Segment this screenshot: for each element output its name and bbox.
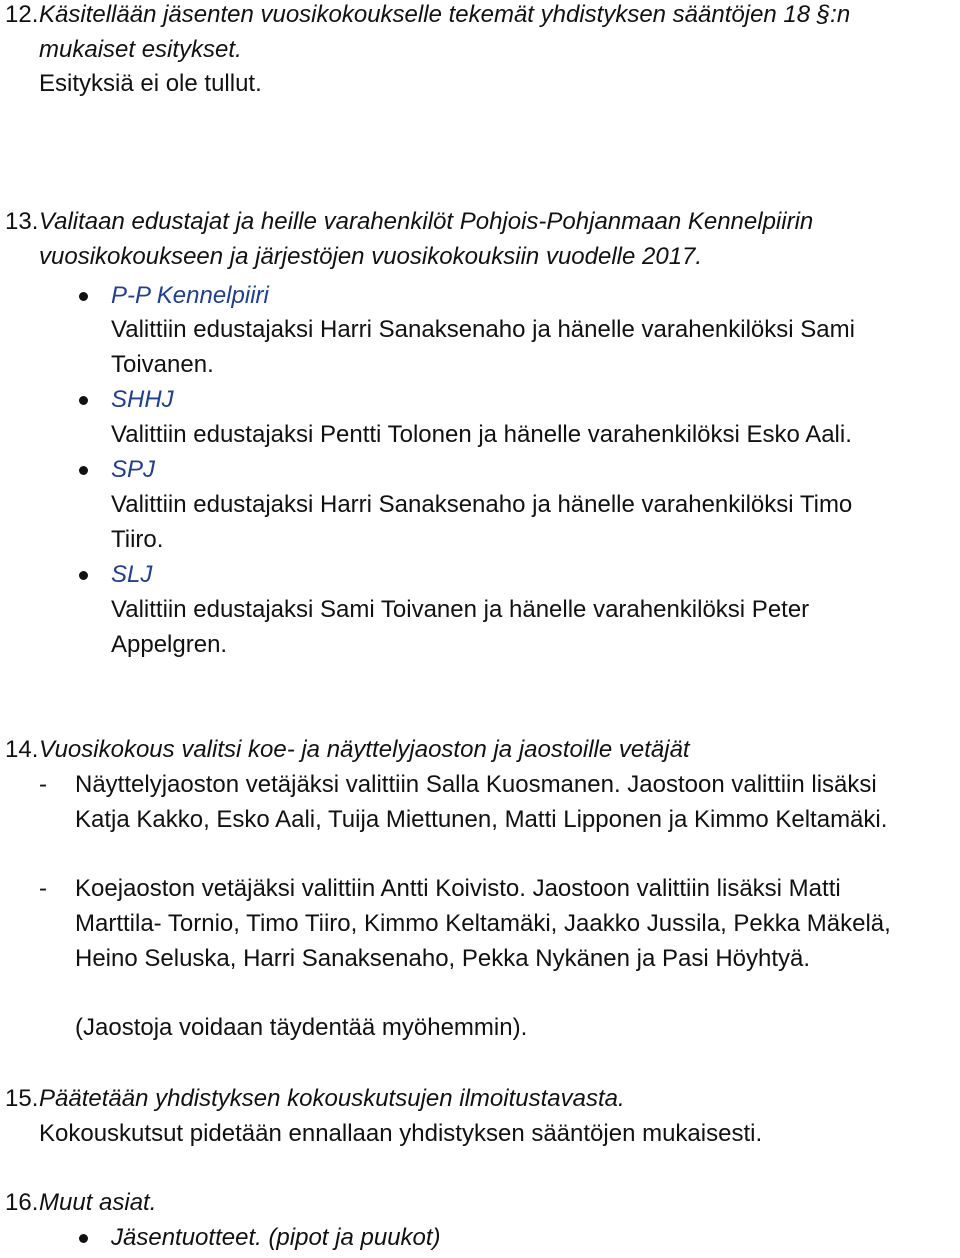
item-body-line: Esityksiä ei ole tullut. <box>39 70 262 97</box>
dash-line: Koejaoston vetäjäksi valittiin Antti Koivisto. Jaostoon valittiin lisäksi Matti <box>75 875 841 902</box>
item-number: 15. <box>5 1085 39 1112</box>
bullet-title: Jäsentuotteet. (pipot ja puukot) <box>111 1224 441 1251</box>
bullet-icon <box>79 571 88 580</box>
bullet-line: Toivanen. <box>111 351 214 378</box>
bullet-icon <box>79 466 88 475</box>
bullet-line: Valittiin edustajaksi Harri Sanaksenaho ja hänelle varahenkilöksi Sami <box>111 316 855 343</box>
bullet-icon <box>79 396 88 405</box>
bullet-title: SHHJ <box>111 386 174 413</box>
item-body-line: Kokouskutsut pidetään ennallaan yhdistyksen sääntöjen mukaisesti. <box>39 1120 763 1147</box>
item-number: 16. <box>5 1189 39 1216</box>
item-number: 12. <box>5 1 39 28</box>
bullet-line: Valittiin edustajaksi Sami Toivanen ja hänelle varahenkilöksi Peter <box>111 596 810 623</box>
item-heading-line: Päätetään yhdistyksen kokouskutsujen ilmoitustavasta. <box>39 1085 625 1112</box>
item-number: 14. <box>5 736 39 763</box>
dash-line: Marttila- Tornio, Timo Tiiro, Kimmo Keltamäki, Jaakko Jussila, Pekka Mäkelä, <box>75 910 891 937</box>
bullet-line: Tiiro. <box>111 526 164 553</box>
bullet-line: Appelgren. <box>111 631 228 658</box>
dash-line: Heino Seluska, Harri Sanaksenaho, Pekka Nykänen ja Pasi Höyhtyä. <box>75 945 811 972</box>
item-heading-line: Muut asiat. <box>39 1189 157 1216</box>
item-heading-line: Vuosikokous valitsi koe- ja näyttelyjaoston ja jaostoille vetäjät <box>39 736 690 763</box>
item-number: 13. <box>5 208 39 235</box>
item-heading-line: Valitaan edustajat ja heille varahenkilöt Pohjois-Pohjanmaan Kennelpiirin <box>39 208 814 235</box>
bullet-line: Valittiin edustajaksi Pentti Tolonen ja hänelle varahenkilöksi Esko Aali. <box>111 421 852 448</box>
bullet-title: SLJ <box>111 561 153 588</box>
bullet-icon <box>79 1234 88 1243</box>
item-heading-line: Käsitellään jäsenten vuosikokoukselle tekemät yhdistyksen sääntöjen 18 §:n <box>39 1 851 28</box>
bullet-icon <box>79 292 88 301</box>
bullet-title: P-P Kennelpiiri <box>111 282 269 309</box>
dash-line: Katja Kakko, Esko Aali, Tuija Miettunen, Matti Lipponen ja Kimmo Keltamäki. <box>75 806 888 833</box>
item-heading-line: vuosikokoukseen ja järjestöjen vuosikokouksiin vuodelle 2017. <box>39 243 703 270</box>
bullet-title: SPJ <box>111 456 156 483</box>
dash-line: Näyttelyjaoston vetäjäksi valittiin Salla Kuosmanen. Jaostoon valittiin lisäksi <box>75 771 877 798</box>
dash-marker: - <box>39 771 47 798</box>
item-heading-line: mukaiset esitykset. <box>39 36 242 63</box>
item-note: (Jaostoja voidaan täydentää myöhemmin). <box>75 1014 528 1041</box>
dash-marker: - <box>39 875 47 902</box>
bullet-line: Valittiin edustajaksi Harri Sanaksenaho ja hänelle varahenkilöksi Timo <box>111 491 853 518</box>
